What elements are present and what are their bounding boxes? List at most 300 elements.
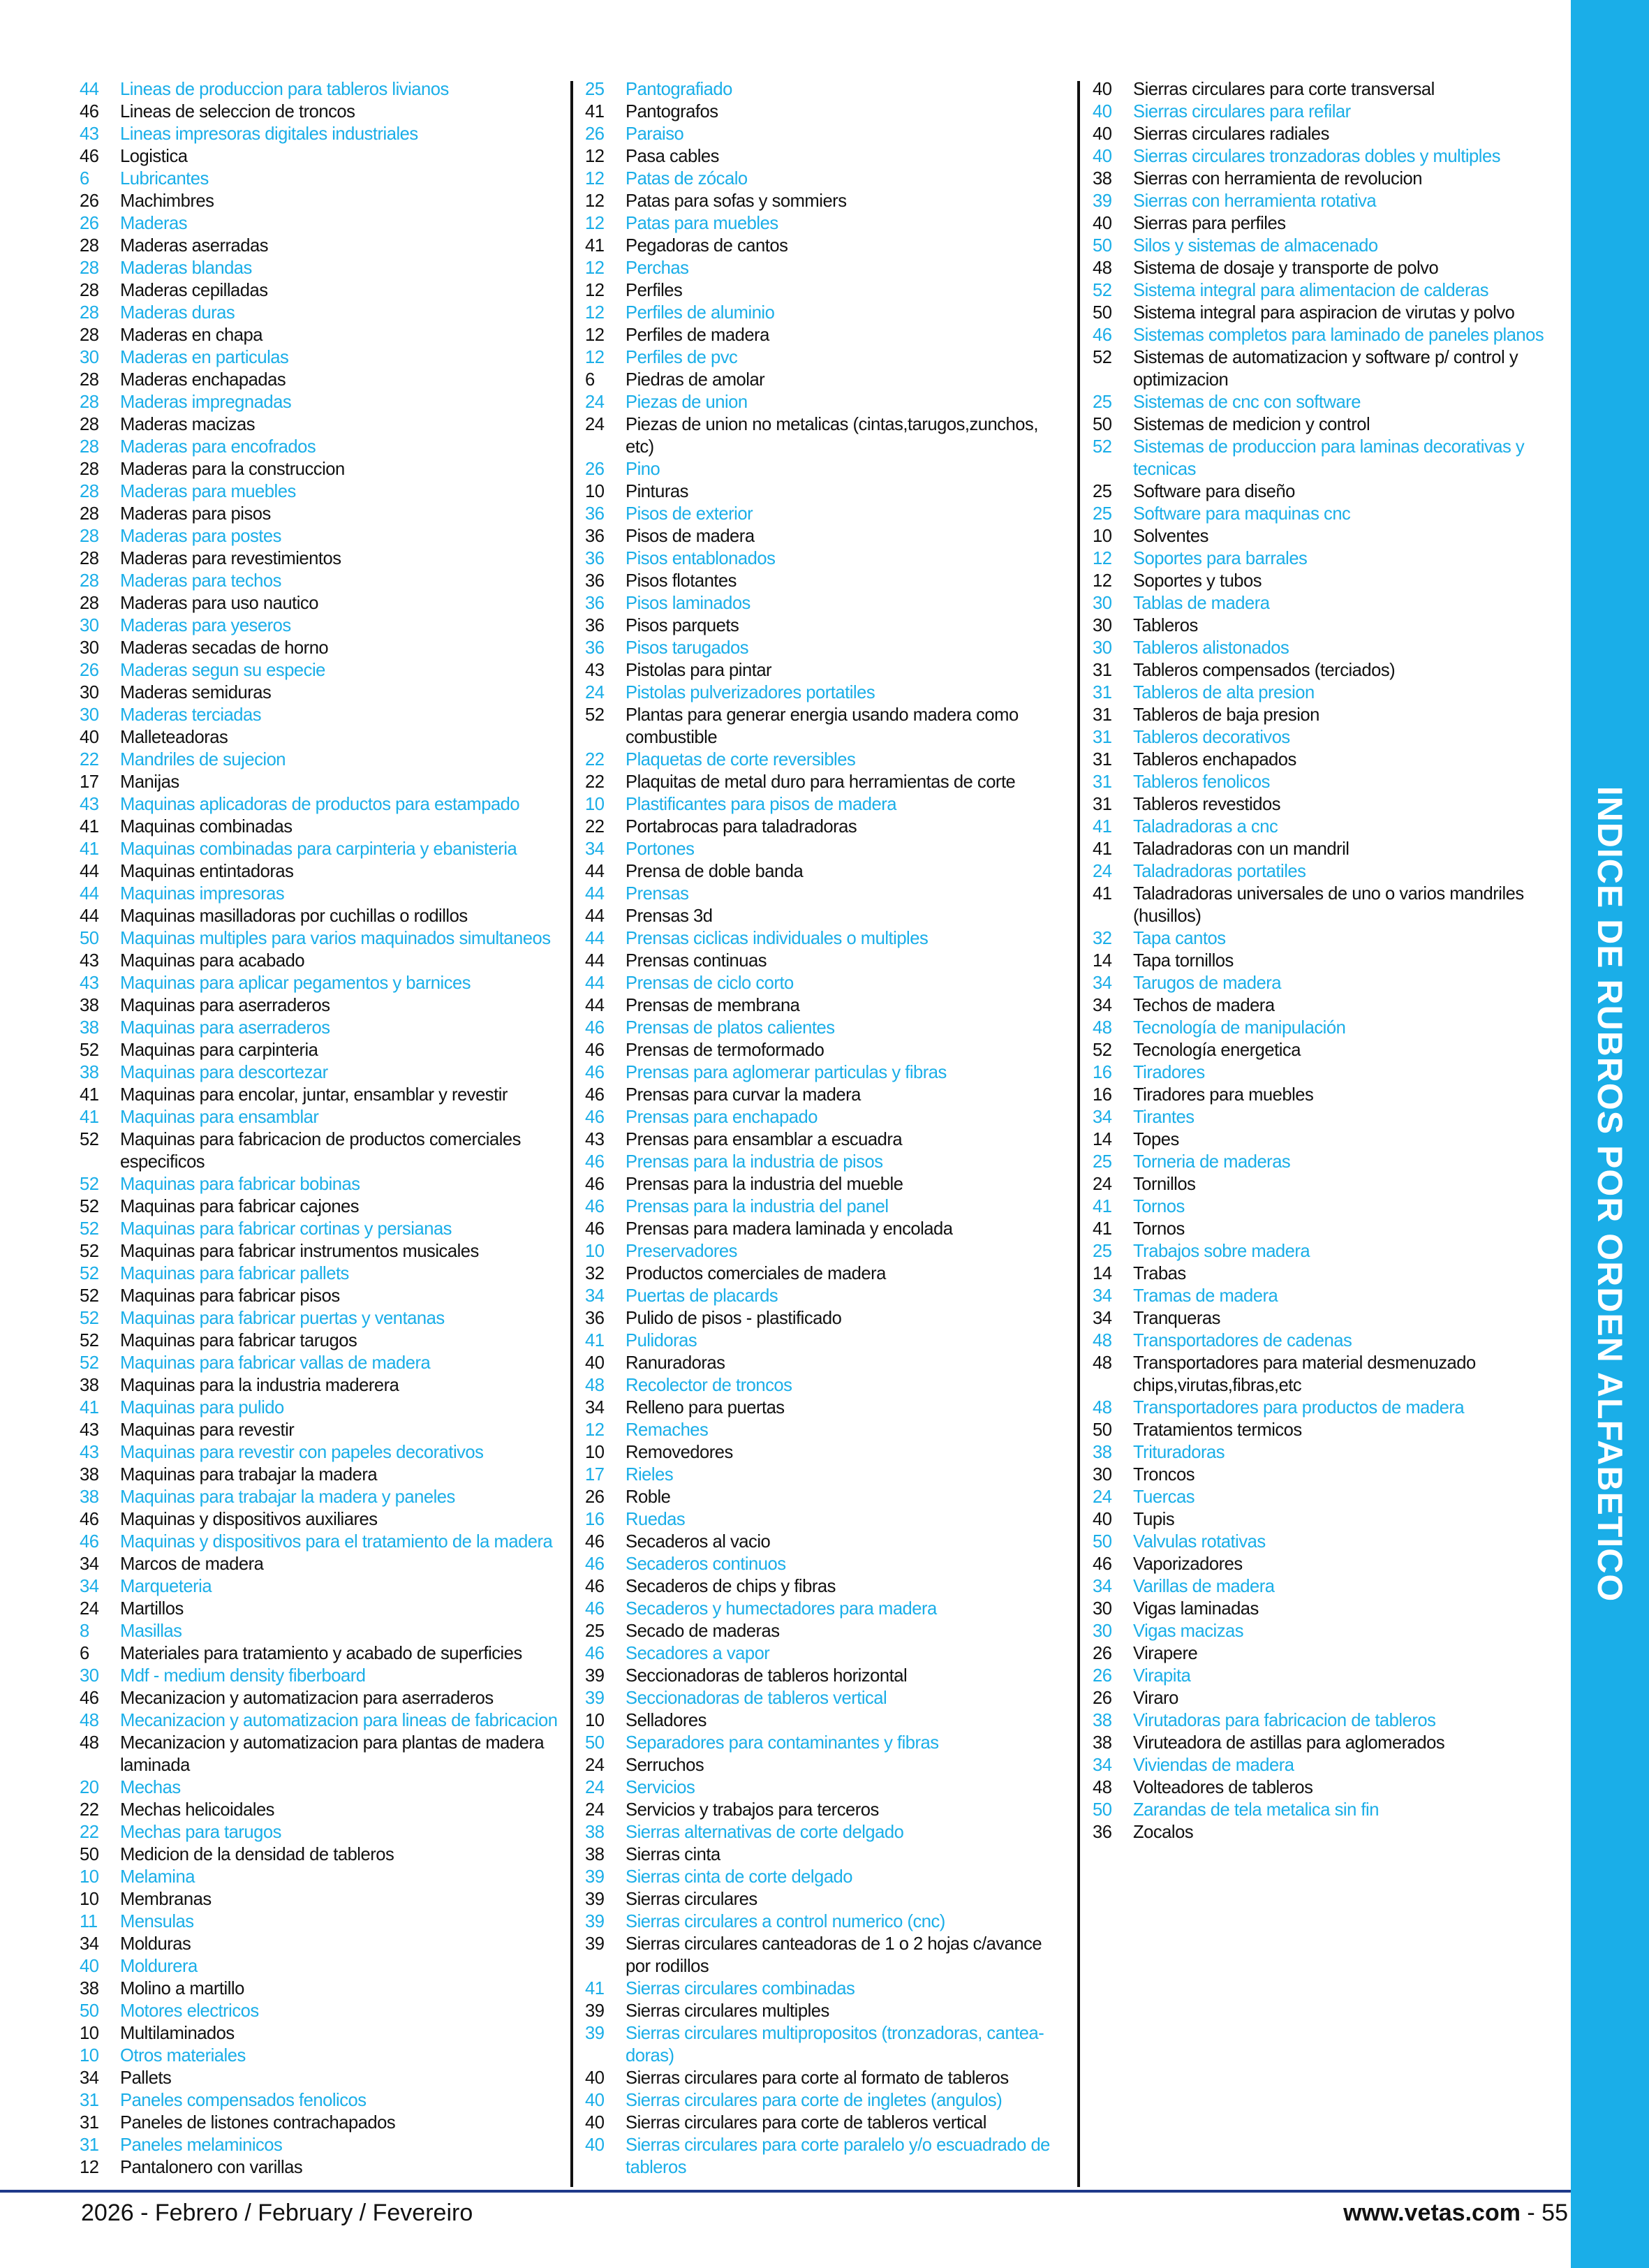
- entry-page-number: 14: [1093, 1130, 1112, 1149]
- entry-label: Piezas de union no metalicas (cintas,tarugos,zunchos, etc): [626, 415, 1038, 457]
- index-entry: [80, 1531, 561, 1553]
- entry-label: Maderas para uso nautico: [120, 594, 318, 613]
- entry-label: Paneles compensados fenolicos: [120, 2091, 367, 2110]
- entry-page-number: 31: [1093, 772, 1112, 792]
- index-entry: [80, 2000, 561, 2022]
- entry-label: Mensulas: [120, 1912, 194, 1931]
- entry-label: Viruteadora de astillas para aglomerados: [1133, 1733, 1445, 1753]
- entry-label: Mechas para tarugos: [120, 1822, 281, 1842]
- entry-page-number: 52: [80, 1264, 99, 1283]
- index-entry: [1093, 704, 1574, 726]
- entry-page-number: 31: [1093, 795, 1112, 814]
- entry-label: Servicios y trabajos para terceros: [626, 1800, 879, 1820]
- index-entry: [80, 324, 561, 346]
- entry-page-number: 24: [585, 683, 605, 702]
- index-entry: [1093, 212, 1574, 235]
- index-entry: [585, 212, 1067, 235]
- index-entry: [585, 1218, 1067, 1240]
- entry-label: Sierras circulares tronzadoras dobles y multiples: [1133, 147, 1500, 166]
- entry-page-number: 43: [585, 1130, 605, 1149]
- entry-label: Portabrocas para taladradoras: [626, 817, 857, 837]
- entry-page-number: 10: [585, 795, 605, 814]
- index-entry: [585, 972, 1067, 994]
- index-entry: [80, 838, 561, 860]
- entry-label: Portones: [626, 839, 695, 859]
- index-entry: [585, 1575, 1067, 1598]
- index-entry: [80, 1173, 561, 1195]
- index-entry: [80, 1978, 561, 2000]
- entry-label: Maquinas para fabricar instrumentos musicales: [120, 1242, 479, 1261]
- index-entry: [585, 592, 1067, 614]
- entry-label: Viviendas de madera: [1133, 1755, 1294, 1775]
- entry-label: Machimbres: [120, 191, 214, 211]
- entry-label: Sistema de dosaje y transporte de polvo: [1133, 258, 1439, 278]
- entry-page-number: 38: [80, 1376, 99, 1395]
- index-entry: [1093, 816, 1574, 838]
- entry-page-number: 41: [585, 1331, 605, 1350]
- entry-label: Transportadores para material desmenuzado chips,virutas,fibras,etc: [1133, 1353, 1476, 1395]
- entry-page-number: 31: [1093, 705, 1112, 725]
- entry-label: Logistica: [120, 147, 188, 166]
- index-entry: [585, 1843, 1067, 1866]
- entry-label: Taladradoras portatiles: [1133, 862, 1306, 881]
- entry-label: Maquinas para revestir: [120, 1420, 295, 1440]
- entry-label: Maderas blandas: [120, 258, 252, 278]
- entry-label: Maquinas para descortezar: [120, 1063, 328, 1082]
- index-entry: [1093, 279, 1574, 302]
- index-entry: [1093, 1352, 1574, 1397]
- entry-page-number: 46: [585, 1085, 605, 1105]
- entry-page-number: 12: [1093, 549, 1112, 568]
- entry-page-number: 46: [80, 102, 99, 122]
- index-entry: [585, 458, 1067, 480]
- entry-label: Membranas: [120, 1890, 212, 1909]
- entry-page-number: 20: [80, 1778, 99, 1797]
- entry-label: Pino: [626, 459, 660, 479]
- entry-label: Maquinas para fabricar cortinas y persianas: [120, 1219, 452, 1239]
- index-entry: [80, 1866, 561, 1888]
- entry-label: Sistemas completos para laminado de paneles planos: [1133, 325, 1544, 345]
- entry-page-number: 48: [1093, 1398, 1112, 1418]
- index-entry: [585, 1397, 1067, 1419]
- entry-page-number: 22: [80, 1822, 99, 1842]
- entry-label: Mecanizacion y automatizacion para aserraderos: [120, 1688, 494, 1708]
- entry-label: Perfiles: [626, 281, 683, 300]
- entry-label: Pisos entablonados: [626, 549, 776, 568]
- entry-label: Secaderos de chips y fibras: [626, 1577, 836, 1596]
- index-entry: [80, 2067, 561, 2089]
- index-entry: [80, 570, 561, 592]
- index-entry: [80, 1910, 561, 1933]
- entry-page-number: 36: [1093, 1822, 1112, 1842]
- entry-label: Prensas de ciclo corto: [626, 973, 794, 993]
- entry-page-number: 52: [80, 1242, 99, 1261]
- index-entry: [1093, 1821, 1574, 1843]
- entry-label: Prensas continuas: [626, 951, 767, 971]
- entry-label: Maquinas para fabricar vallas de madera: [120, 1353, 431, 1373]
- entry-label: Sierras circulares: [626, 1890, 757, 1909]
- entry-page-number: 24: [1093, 1174, 1112, 1194]
- index-entry: [585, 637, 1067, 659]
- index-entry: [80, 1598, 561, 1620]
- entry-label: Maderas en chapa: [120, 325, 262, 345]
- index-entry: [80, 816, 561, 838]
- entry-page-number: 40: [585, 2091, 605, 2110]
- entry-page-number: 31: [1093, 661, 1112, 680]
- index-entry: [585, 1799, 1067, 1821]
- entry-label: Motores electricos: [120, 2001, 259, 2021]
- entry-page-number: 24: [585, 1778, 605, 1797]
- entry-page-number: 22: [585, 772, 605, 792]
- entry-label: Sierras circulares para refilar: [1133, 102, 1351, 122]
- entry-page-number: 38: [1093, 1733, 1112, 1753]
- entry-page-number: 40: [585, 1353, 605, 1373]
- index-entry: [585, 682, 1067, 704]
- entry-label: Maderas para la construccion: [120, 459, 345, 479]
- index-entry: [585, 1307, 1067, 1330]
- index-entry: [80, 235, 561, 257]
- entry-label: Otros materiales: [120, 2046, 246, 2066]
- entry-page-number: 44: [585, 906, 605, 926]
- entry-label: Maquinas para fabricar pallets: [120, 1264, 349, 1283]
- entry-page-number: 52: [80, 1130, 99, 1149]
- index-entry: [80, 1218, 561, 1240]
- index-entry: [585, 1262, 1067, 1285]
- entry-label: Prensas de platos calientes: [626, 1018, 835, 1038]
- index-entry: [80, 212, 561, 235]
- entry-page-number: 22: [80, 750, 99, 770]
- index-entry: [1093, 1061, 1574, 1084]
- index-entry: [585, 1866, 1067, 1888]
- entry-page-number: 38: [80, 1979, 99, 1998]
- entry-label: Molduras: [120, 1934, 191, 1954]
- entry-page-number: 52: [1093, 281, 1112, 300]
- entry-label: Software para diseño: [1133, 482, 1295, 501]
- entry-page-number: 31: [1093, 728, 1112, 747]
- entry-page-number: 30: [1093, 1465, 1112, 1485]
- index-entry: [1093, 659, 1574, 682]
- index-entry: [585, 1709, 1067, 1732]
- entry-label: Relleno para puertas: [626, 1398, 785, 1418]
- index-entry: [80, 1553, 561, 1575]
- index-entry: [585, 302, 1067, 324]
- entry-label: Pulido de pisos - plastificado: [626, 1309, 842, 1328]
- index-entry: [585, 2134, 1067, 2179]
- entry-label: Marqueteria: [120, 1577, 212, 1596]
- entry-page-number: 41: [1093, 1219, 1112, 1239]
- entry-label: Taladradoras universales de uno o varios mandriles (husillos): [1133, 884, 1524, 926]
- entry-page-number: 34: [1093, 1286, 1112, 1306]
- entry-page-number: 46: [1093, 1554, 1112, 1574]
- index-entry: [80, 2134, 561, 2156]
- footer-site[interactable]: www.vetas.com: [1343, 2200, 1521, 2226]
- entry-page-number: 41: [1093, 1197, 1112, 1216]
- entry-label: Prensas 3d: [626, 906, 713, 926]
- entry-label: Sierras para perfiles: [1133, 214, 1286, 233]
- index-entry: [1093, 547, 1574, 570]
- entry-label: Sierras alternativas de corte delgado: [626, 1822, 904, 1842]
- index-entry: [1093, 1665, 1574, 1687]
- index-entry: [585, 257, 1067, 279]
- index-entry: [1093, 78, 1574, 101]
- entry-page-number: 38: [1093, 1711, 1112, 1730]
- entry-page-number: 28: [80, 415, 99, 434]
- entry-page-number: 26: [80, 214, 99, 233]
- index-entry: [1093, 1195, 1574, 1218]
- index-entry: [1093, 994, 1574, 1017]
- entry-page-number: 12: [585, 325, 605, 345]
- index-entry: [585, 480, 1067, 503]
- entry-page-number: 34: [1093, 1107, 1112, 1127]
- entry-page-number: 48: [1093, 1778, 1112, 1797]
- entry-page-number: 22: [585, 750, 605, 770]
- index-entry: [585, 771, 1067, 793]
- index-entry: [1093, 145, 1574, 168]
- index-entry: [585, 1330, 1067, 1352]
- entry-page-number: 50: [80, 2001, 99, 2021]
- entry-page-number: 28: [80, 370, 99, 390]
- index-entry: [80, 525, 561, 547]
- index-column-3: [1093, 78, 1574, 1843]
- entry-label: Multilaminados: [120, 2024, 235, 2043]
- entry-page-number: 17: [585, 1465, 605, 1485]
- entry-page-number: 44: [80, 862, 99, 881]
- entry-label: Pisos de exterior: [626, 504, 753, 524]
- entry-label: Sistemas de produccion para laminas decorativas y tecnicas: [1133, 437, 1525, 479]
- index-entry: [585, 2067, 1067, 2089]
- index-entry: [585, 816, 1067, 838]
- entry-page-number: 43: [585, 661, 605, 680]
- index-entry: [1093, 927, 1574, 950]
- entry-label: Prensas para ensamblar a escuadra: [626, 1130, 903, 1149]
- entry-page-number: 12: [585, 147, 605, 166]
- entry-page-number: 30: [1093, 594, 1112, 613]
- entry-label: Secaderos al vacio: [626, 1532, 771, 1552]
- index-entry: [80, 972, 561, 994]
- index-entry: [585, 950, 1067, 972]
- entry-label: Maquinas para fabricar tarugos: [120, 1331, 357, 1350]
- entry-page-number: 10: [80, 1890, 99, 1909]
- entry-label: Pistolas pulverizadores portatiles: [626, 683, 875, 702]
- entry-page-number: 38: [80, 1018, 99, 1038]
- entry-label: Tuercas: [1133, 1487, 1195, 1507]
- index-entry: [1093, 1575, 1574, 1598]
- entry-page-number: 22: [585, 817, 605, 837]
- entry-page-number: 46: [585, 1599, 605, 1619]
- entry-page-number: 41: [1093, 817, 1112, 837]
- entry-page-number: 30: [1093, 1599, 1112, 1619]
- index-entry: [80, 793, 561, 816]
- entry-page-number: 50: [1093, 1420, 1112, 1440]
- index-entry: [80, 592, 561, 614]
- index-entry: [1093, 503, 1574, 525]
- index-entry: [1093, 413, 1574, 436]
- entry-label: Mecanizacion y automatizacion para plantas de madera laminada: [120, 1733, 545, 1775]
- index-entry: [585, 1732, 1067, 1754]
- index-entry: [585, 793, 1067, 816]
- index-entry: [585, 1598, 1067, 1620]
- entry-label: Silos y sistemas de almacenado: [1133, 236, 1378, 256]
- index-entry: [1093, 1776, 1574, 1799]
- index-entry: [80, 1061, 561, 1084]
- index-entry: [585, 994, 1067, 1017]
- entry-page-number: 24: [585, 415, 605, 434]
- entry-label: Maderas para encofrados: [120, 437, 316, 457]
- entry-label: Sierras con herramienta rotativa: [1133, 191, 1377, 211]
- entry-label: Tornillos: [1133, 1174, 1196, 1194]
- entry-page-number: 46: [585, 1554, 605, 1574]
- entry-page-number: 30: [80, 683, 99, 702]
- index-entry: [80, 101, 561, 123]
- entry-label: Sierras cinta: [626, 1845, 720, 1864]
- entry-page-number: 32: [1093, 929, 1112, 948]
- entry-label: Separadores para contaminantes y fibras: [626, 1733, 939, 1753]
- entry-label: Patas de zócalo: [626, 169, 748, 189]
- entry-label: Sierras circulares para corte de tableros vertical: [626, 2113, 986, 2133]
- index-entry: [80, 1933, 561, 1955]
- entry-label: Lineas impresoras digitales industriales: [120, 124, 418, 144]
- entry-label: Maderas: [120, 214, 188, 233]
- entry-label: Sierras circulares para corte de ingletes (angulos): [626, 2091, 1003, 2110]
- entry-label: Maquinas para trabajar la madera y paneles: [120, 1487, 455, 1507]
- index-entry: [585, 2089, 1067, 2112]
- index-entry: [1093, 682, 1574, 704]
- entry-page-number: 25: [1093, 392, 1112, 412]
- index-entry: [80, 1195, 561, 1218]
- index-entry: [80, 1486, 561, 1508]
- entry-page-number: 12: [585, 191, 605, 211]
- entry-page-number: 14: [1093, 951, 1112, 971]
- entry-label: Maquinas masilladoras por cuchillas o rodillos: [120, 906, 468, 926]
- entry-page-number: 39: [585, 1934, 605, 1954]
- entry-label: Virapita: [1133, 1666, 1191, 1686]
- index-entry: [80, 1620, 561, 1642]
- index-entry: [1093, 972, 1574, 994]
- index-entry: [585, 1352, 1067, 1374]
- index-entry: [80, 1776, 561, 1799]
- index-entry: [585, 1754, 1067, 1776]
- entry-page-number: 10: [80, 1867, 99, 1887]
- index-entry: [1093, 1262, 1574, 1285]
- index-entry: [585, 1776, 1067, 1799]
- entry-page-number: 12: [585, 169, 605, 189]
- entry-label: Tirantes: [1133, 1107, 1195, 1127]
- entry-page-number: 40: [80, 1957, 99, 1976]
- index-entry: [1093, 168, 1574, 190]
- entry-page-number: 52: [80, 1309, 99, 1328]
- entry-page-number: 26: [1093, 1644, 1112, 1663]
- index-entry: [585, 2000, 1067, 2022]
- entry-label: Maquinas entintadoras: [120, 862, 294, 881]
- index-entry: [1093, 1330, 1574, 1352]
- entry-page-number: 52: [585, 705, 605, 725]
- index-entry: [585, 123, 1067, 145]
- entry-label: Sistema integral para aspiracion de virutas y polvo: [1133, 303, 1515, 323]
- entry-page-number: 48: [1093, 1353, 1112, 1373]
- entry-label: Maderas para muebles: [120, 482, 296, 501]
- index-entry: [80, 659, 561, 682]
- index-entry: [585, 168, 1067, 190]
- entry-label: Maquinas combinadas: [120, 817, 293, 837]
- index-entry: [585, 1665, 1067, 1687]
- entry-page-number: 28: [80, 437, 99, 457]
- entry-page-number: 39: [585, 1666, 605, 1686]
- entry-page-number: 10: [585, 1711, 605, 1730]
- index-entry: [80, 1464, 561, 1486]
- entry-page-number: 28: [80, 281, 99, 300]
- index-entry: [80, 2045, 561, 2067]
- index-entry: [585, 1084, 1067, 1106]
- entry-page-number: 26: [585, 459, 605, 479]
- index-entry: [585, 1620, 1067, 1642]
- index-entry: [80, 145, 561, 168]
- entry-page-number: 48: [1093, 1331, 1112, 1350]
- entry-page-number: 46: [585, 1152, 605, 1172]
- entry-page-number: 31: [80, 2113, 99, 2133]
- entry-label: Pisos tarugados: [626, 638, 749, 658]
- entry-label: Plantas para generar energia usando madera como combustible: [626, 705, 1019, 747]
- index-entry: [80, 883, 561, 905]
- entry-label: Maquinas para fabricar cajones: [120, 1197, 360, 1216]
- entry-label: Mechas helicoidales: [120, 1800, 274, 1820]
- entry-label: Recolector de troncos: [626, 1376, 792, 1395]
- entry-label: Maquinas para aserraderos: [120, 996, 330, 1015]
- entry-label: Prensas de termoformado: [626, 1040, 824, 1060]
- entry-page-number: 52: [1093, 437, 1112, 457]
- index-entry: [80, 1397, 561, 1419]
- entry-page-number: 31: [1093, 683, 1112, 702]
- entry-page-number: 46: [585, 1107, 605, 1127]
- entry-page-number: 44: [80, 884, 99, 904]
- entry-page-number: 6: [80, 1644, 89, 1663]
- entry-page-number: 25: [585, 80, 605, 99]
- entry-label: Maderas para yeseros: [120, 616, 291, 635]
- index-entry: [80, 123, 561, 145]
- entry-page-number: 40: [1093, 1510, 1112, 1529]
- entry-label: Maderas para techos: [120, 571, 281, 591]
- entry-page-number: 30: [1093, 638, 1112, 658]
- index-entry: [585, 1285, 1067, 1307]
- entry-label: Pasa cables: [626, 147, 719, 166]
- entry-page-number: 52: [80, 1353, 99, 1373]
- entry-page-number: 34: [1093, 1577, 1112, 1596]
- entry-label: Prensas de membrana: [626, 996, 800, 1015]
- entry-label: Pisos flotantes: [626, 571, 737, 591]
- entry-page-number: 12: [585, 303, 605, 323]
- index-entry: [585, 1531, 1067, 1553]
- entry-label: Patas para muebles: [626, 214, 778, 233]
- index-entry: [80, 704, 561, 726]
- entry-page-number: 40: [1093, 214, 1112, 233]
- index-entry: [585, 704, 1067, 749]
- entry-page-number: 41: [585, 1979, 605, 1998]
- entry-page-number: 52: [1093, 348, 1112, 367]
- entry-page-number: 28: [80, 526, 99, 546]
- entry-label: Maquinas para fabricar pisos: [120, 1286, 340, 1306]
- index-entry: [585, 1419, 1067, 1441]
- index-entry: [585, 1128, 1067, 1151]
- index-entry: [80, 749, 561, 771]
- entry-label: Tupis: [1133, 1510, 1175, 1529]
- entry-label: Molino a martillo: [120, 1979, 244, 1998]
- entry-page-number: 24: [1093, 1487, 1112, 1507]
- entry-label: Paneles de listones contrachapados: [120, 2113, 396, 2133]
- index-entry: [585, 190, 1067, 212]
- index-entry: [1093, 1151, 1574, 1173]
- entry-page-number: 36: [585, 638, 605, 658]
- entry-label: Maderas para pisos: [120, 504, 271, 524]
- entry-label: Maquinas para fabricar puertas y ventanas: [120, 1309, 445, 1328]
